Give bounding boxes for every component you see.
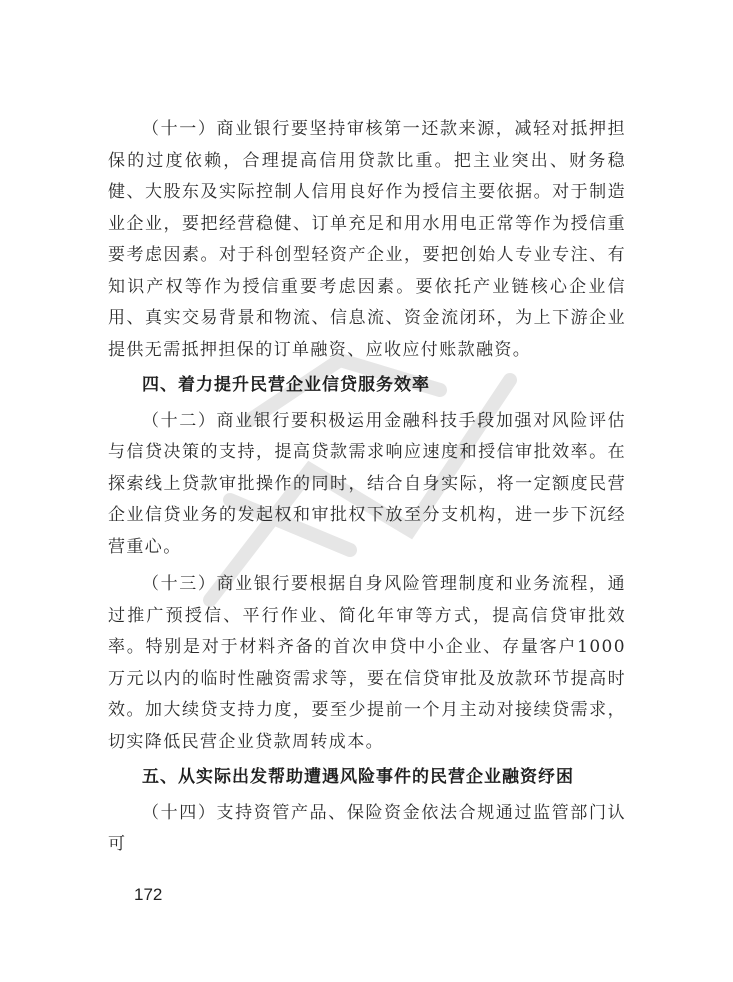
section-heading-4: 四、着力提升民营企业信贷服务效率: [142, 375, 430, 395]
page-number: 172: [134, 885, 163, 904]
paragraph-11: （十一）商业银行要坚持审核第一还款来源，减轻对抵押担保的过度依赖，合理提高信用贷款比重。把主业突出、财务稳健、大股东及实际控制人信用良好作为授信主要依据。对于制造业企业，要把经营稳健、订单充足和用水用电正常等作为授信重要考虑因素。对于科创型轻资产企业，要把创始人专业专注、有知识产权等作为授信重要考虑因素。要依托产业链核心企业信用、真实交易背景和物流、信息流、资金流闭环，为上下游企业提供无需抵押担保的订单融资、应收应付账款融资。: [108, 119, 626, 360]
document-body: [108, 114, 626, 861]
paragraph-13: （十三）商业银行要根据自身风险管理制度和业务流程，通过推广预授信、平行作业、简化年审等方式，提高信贷审批效率。特别是对于材料齐备的首次申贷中小企业、存量客户1000万元以内的临时性融资需求等，要在信贷审批及放款环节提高时效。加大续贷支持力度，要至少提前一个月主动对接续贷需求，切实降低民营企业贷款周转成本。: [108, 574, 626, 752]
section-heading-5: 五、从实际出发帮助遭遇风险事件的民营企业融资纾困: [142, 767, 574, 787]
paragraph-14: （十四）支持资管产品、保险资金依法合规通过监管部门认可: [108, 802, 626, 854]
paragraph-12: （十二）商业银行要积极运用金融科技手段加强对风险评估与信贷决策的支持，提高贷款需求响应速度和授信审批效率。在探索线上贷款审批操作的同时，结合自身实际，将一定额度民营企业信贷业务的发起权和审批权下放至分支机构，进一步下沉经营重心。: [108, 410, 626, 557]
